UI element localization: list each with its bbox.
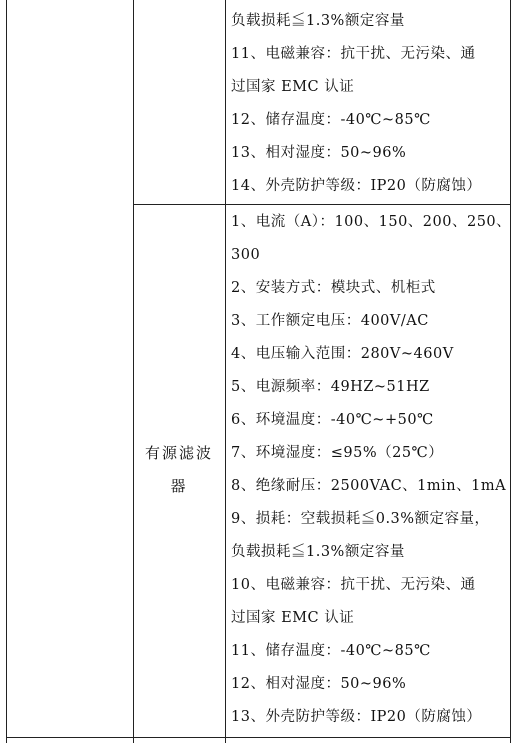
- spec-line: 13、相对湿度：50~96%: [231, 145, 407, 161]
- spec-line: 11、储存温度：-40℃~85℃: [231, 643, 431, 659]
- product-name: 有源滤波: [144, 444, 213, 462]
- spec-line: 负载损耗≦1.3%额定容量: [231, 13, 405, 29]
- spec-line: 7、环境湿度：≤95%（25℃）: [231, 445, 444, 461]
- table-border-bottom: [6, 737, 511, 738]
- column-divider-1: [133, 0, 134, 743]
- spec-line: 14、外壳防护等级：IP20（防腐蚀）: [231, 178, 482, 194]
- spec-line: 过国家 EMC 认证: [231, 79, 355, 95]
- spec-line: 过国家 EMC 认证: [231, 610, 355, 626]
- row-divider: [133, 204, 511, 205]
- spec-line: 5、电源频率：49HZ~51HZ: [231, 379, 430, 395]
- spec-line: 300: [231, 247, 261, 263]
- spec-line: 6、环境温度：-40℃~+50℃: [231, 412, 434, 428]
- spec-line: 13、外壳防护等级：IP20（防腐蚀）: [231, 709, 482, 725]
- spec-line: 8、绝缘耐压：2500VAC、1min、1mA: [231, 478, 507, 494]
- spec-line: 9、损耗：空载损耗≦0.3%额定容量，: [231, 511, 490, 527]
- spec-line: 12、储存温度：-40℃~85℃: [231, 112, 431, 128]
- spec-line: 3、工作额定电压：400V/AC: [231, 313, 429, 329]
- spec-line: 4、电压输入范围：280V~460V: [231, 346, 454, 362]
- spec-line: 1、电流（A）：100、150、200、250、: [231, 214, 512, 230]
- table-border-left: [6, 0, 7, 743]
- spec-line: 负载损耗≦1.3%额定容量: [231, 544, 405, 560]
- column-divider-2: [225, 0, 226, 743]
- product-name: 器: [170, 477, 188, 495]
- spec-line: 11、电磁兼容：抗干扰、无污染、通: [231, 46, 476, 62]
- spec-line: 12、相对湿度：50~96%: [231, 676, 407, 692]
- spec-line: 2、安装方式：模块式、机柜式: [231, 280, 436, 296]
- spec-line: 10、电磁兼容：抗干扰、无污染、通: [231, 577, 476, 593]
